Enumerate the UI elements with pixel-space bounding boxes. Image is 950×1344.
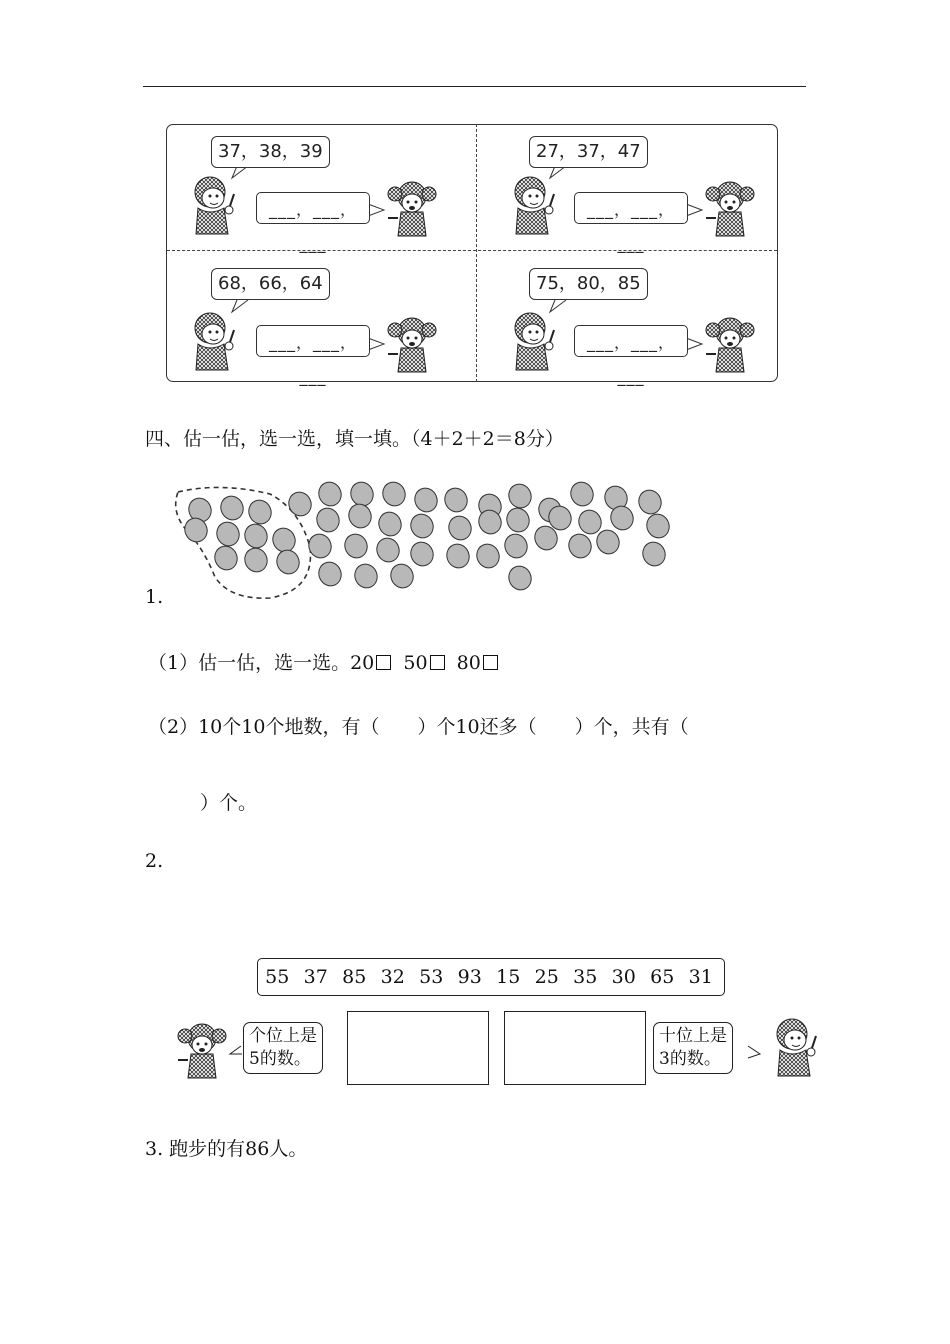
answer-bubble-3[interactable]: ___，___，___: [256, 325, 370, 357]
number-item: 15: [496, 966, 521, 988]
answer-bubble-2[interactable]: ___，___，___: [574, 192, 688, 224]
q1-part1: [148, 648, 498, 675]
bean: [305, 530, 335, 561]
section4-heading: 四、估一估，选一选，填一填。（4＋2＋2＝8分）: [145, 428, 564, 450]
bean: [375, 508, 405, 539]
option-20-label: 20: [350, 652, 375, 674]
bean: [217, 492, 247, 523]
option-20-checkbox[interactable]: [376, 655, 391, 670]
boy-figure-2: [515, 177, 554, 234]
sequence-bubble-2: 27，37，47: [529, 136, 648, 168]
q2-number: 2.: [145, 850, 164, 872]
q1-part1-prefix: （1）估一估，选一选。: [148, 652, 351, 674]
bean: [505, 562, 535, 593]
girl-figure-3: [388, 318, 436, 372]
bean: [387, 560, 417, 591]
bean: [345, 500, 375, 531]
bean: [411, 484, 441, 515]
bean: [213, 518, 243, 549]
bean: [445, 512, 475, 543]
girl-speech-line2: 5的数。: [249, 1049, 311, 1069]
bean: [505, 480, 535, 511]
bean: [241, 520, 271, 551]
panel-figures: [0, 0, 950, 400]
bean: [313, 504, 343, 535]
sequence-bubble-1: 37，38，39: [211, 136, 330, 168]
bean: [315, 478, 345, 509]
number-item: 53: [419, 966, 444, 988]
girl-figure-4: [706, 318, 754, 372]
q3-text: 3. 跑步的有86人。: [145, 1138, 308, 1160]
bean: [501, 530, 531, 561]
option-50-checkbox[interactable]: [430, 655, 445, 670]
boy-figure-3: [195, 313, 234, 370]
number-item: 25: [534, 966, 559, 988]
tens-3-answer-box[interactable]: [504, 1011, 646, 1085]
bean: [245, 496, 275, 527]
bean: [565, 530, 595, 561]
bean: [643, 510, 673, 541]
boy-speech-line1: 十位上是: [659, 1026, 727, 1046]
bean: [441, 484, 471, 515]
bean: [351, 560, 381, 591]
bean: [473, 540, 503, 571]
number-item: 35: [573, 966, 598, 988]
answer-bubble-4[interactable]: ___，___，___: [574, 325, 688, 357]
bean: [639, 538, 669, 569]
girl-figure-1: [388, 182, 436, 236]
bean: [407, 510, 437, 541]
option-50-label: 50: [403, 652, 428, 674]
number-item: 93: [457, 966, 482, 988]
bean: [211, 542, 241, 573]
bean: [285, 488, 315, 519]
number-item: 65: [650, 966, 675, 988]
girl-speech-bubble: [243, 1022, 323, 1074]
boy-figure-1: [195, 177, 234, 234]
bean: [273, 546, 303, 577]
option-80-label: 80: [456, 652, 481, 674]
number-item: 32: [380, 966, 405, 988]
bean: [443, 540, 473, 571]
sequence-bubble-4: 75，80，85: [529, 268, 648, 300]
girl-figure-2: [706, 182, 754, 236]
boy-figure-4: [515, 313, 554, 370]
number-item: 37: [303, 966, 328, 988]
bean: [241, 544, 271, 575]
bean: [341, 530, 371, 561]
number-item: 30: [611, 966, 636, 988]
bean: [407, 538, 437, 569]
option-80-checkbox[interactable]: [483, 655, 498, 670]
number-item: 31: [688, 966, 713, 988]
sequence-bubble-3: 68，66，64: [211, 268, 330, 300]
boy-speech-bubble: [653, 1022, 733, 1074]
number-item: 85: [342, 966, 367, 988]
bean: [503, 504, 533, 535]
ones-5-answer-box[interactable]: [347, 1011, 489, 1085]
beans-illustration: [160, 472, 700, 607]
bean: [635, 486, 665, 517]
q1-part2-line1: （2）10个10个地数，有（ ）个10还多（ ）个，共有（: [148, 716, 689, 738]
bean: [567, 478, 597, 509]
girl-figure-q2: [178, 1024, 226, 1078]
boy-speech-line2: 3的数。: [659, 1049, 721, 1069]
q1-number: 1.: [145, 586, 164, 608]
bean: [373, 534, 403, 565]
girl-speech-line1: 个位上是: [249, 1026, 317, 1046]
boy-figure-q2: [777, 1019, 816, 1076]
number-set-box: [257, 958, 725, 996]
bean: [315, 558, 345, 589]
answer-bubble-1[interactable]: ___，___，___: [256, 192, 370, 224]
q1-part2-line2: ）个。: [200, 792, 258, 814]
number-item: 55: [265, 966, 290, 988]
bean: [379, 478, 409, 509]
